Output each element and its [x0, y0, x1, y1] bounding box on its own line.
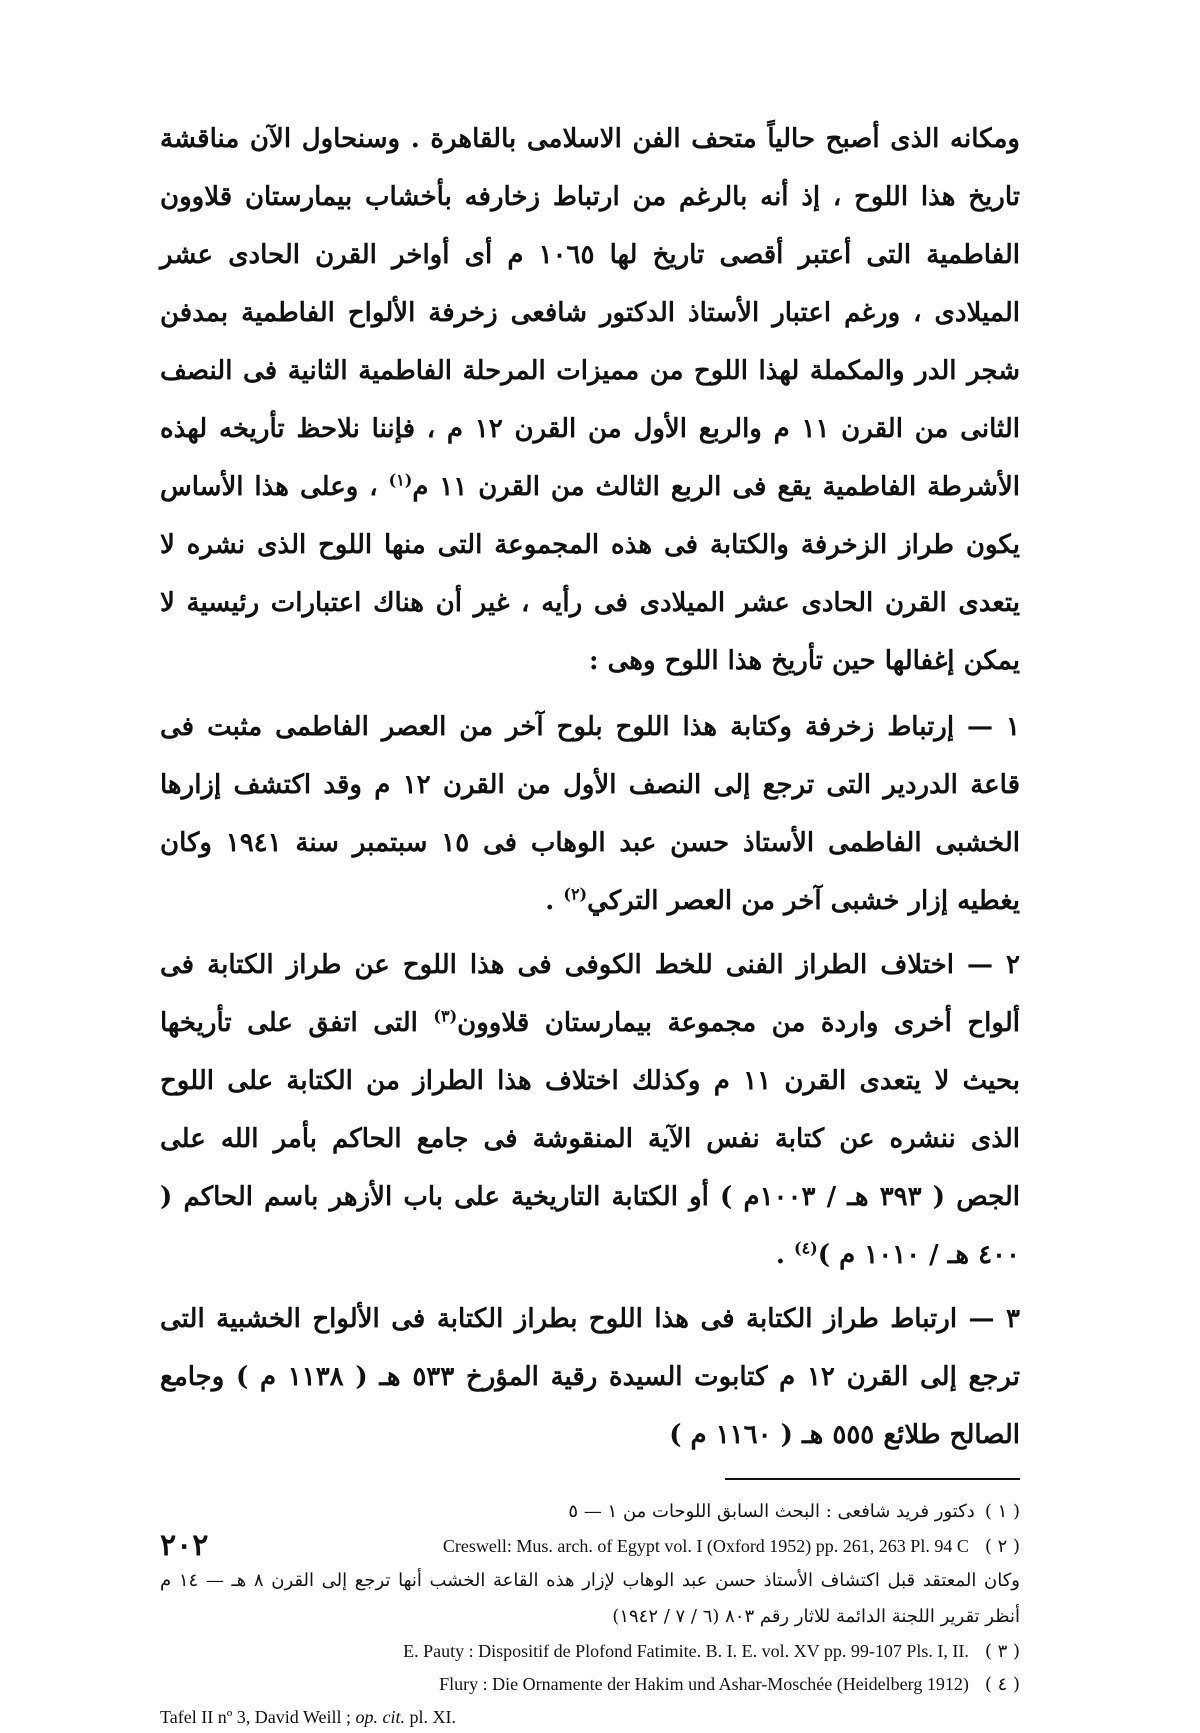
footnote-2-arabic: وكان المعتقد قبل اكتشاف الأستاذ حسن عبد الوهاب لإزار هذه القاعة الخشب أنها ترجع إلى القرن ٨ هـ — ١٤ م أنظر تقرير اللجنة الدائمة للاثار رقم ٨٠٣ (٦ / ٧ / ١٩٤٢): [160, 1570, 1020, 1627]
footnote-ref-3: (٣): [433, 1006, 458, 1026]
footnote-4-cont-b: pl. XI.: [405, 1707, 456, 1727]
footnote-ref-4: (٤): [793, 1238, 818, 1258]
footnote-separator: [725, 1478, 1020, 1480]
footnote-3: [160, 1635, 1020, 1668]
footnote-4-number: ( ٤ ): [984, 1674, 1020, 1695]
footnote-4-cont-wrap: [160, 1701, 456, 1733]
list-item-2-text: ٢ — اختلاف الطراز الفنى للخط الكوفى فى هذا اللوح عن طراز الكتابة فى ألواح أخرى واردة من مجموعة بيمارستان قلاوون: [160, 950, 1020, 1038]
footnote-2-number: ( ٢ ): [984, 1536, 1020, 1557]
list-item-2-middle: التى اتفق على تأريخها بحيث لا يتعدى القرن ١١ م وكذلك اختلاف هذا الطراز من الكتابة على اللوح الذى ننشره عن كتابة نفس الآية المنقوشة فى جامع الحاكم بأمر الله على الجص ( ٣٩٣ هـ / ١٠٠٣م ) أو الكتابة التاريخية على باب الأزهر باسم الحاكم ( ٤٠٠ هـ / ١٠١٠ م ): [160, 1008, 1021, 1270]
footnote-ref-2: (٢): [563, 884, 588, 904]
list-item-1-tail: .: [545, 886, 564, 916]
footnote-4-continuation: [160, 1701, 1020, 1733]
footnote-1-number: ( ١ ): [984, 1501, 1020, 1522]
footnote-4-text: Flury : Die Ornamente der Hakim und Ashar-Moschée (Heidelberg 1912): [439, 1674, 969, 1694]
footnote-ref-1: (١): [388, 470, 413, 490]
footnote-1: [160, 1494, 1020, 1530]
list-item-3: [160, 1290, 1020, 1464]
footnote-4-cont-italic: op. cit.: [355, 1707, 405, 1727]
list-item-1: [160, 698, 1020, 930]
paragraph-intro-end: ، وعلى هذا الأساس يكون طراز الزخرفة والكتابة فى هذه المجموعة التى منها اللوح الذى نشره لا يتعدى القرن الحادى عشر الميلادى فى رأيه ، غير أن هناك اعتبارات رئيسية لا يمكن إغفالها حين تأريخ هذا اللوح وهى :: [160, 472, 1020, 676]
book-page: [160, 110, 1021, 1727]
footnote-2-text: Creswell: Mus. arch. of Egypt vol. I (Oxford 1952) pp. 261, 263 Pl. 94 C: [442, 1536, 969, 1556]
footnote-2: [160, 1530, 1020, 1563]
footnote-1-text: دكتور فريد شافعى : البحث السابق اللوحات من ١ — ٥: [568, 1501, 975, 1522]
list-item-2-tail: .: [775, 1240, 794, 1270]
footnotes: [160, 1494, 1020, 1733]
footnote-4-cont-a: Tafel II nº 3, David Weill ;: [160, 1707, 356, 1727]
list-item-3-text: ٣ — ارتباط طراز الكتابة فى هذا اللوح بطراز الكتابة فى الألواح الخشبية التى ترجع إلى القرن ١٢ م كتابوت السيدة رقية المؤرخ ٥٣٣ هـ ( ١١٣٨ م ) وجامع الصالح طلائع ٥٥٥ هـ ( ١١٦٠ م ): [160, 1304, 1021, 1450]
list-item-1-text: ١ — إرتباط زخرفة وكتابة هذا اللوح بلوح آخر من العصر الفاطمى مثبت فى قاعة الدردير التى ترجع إلى النصف الأول من القرن ١٢ م وقد اكتشف إزارها الخشبى الفاطمى الأستاذ حسن عبد الوهاب فى ١٥ سبتمبر سنة ١٩٤١ وكان يغطيه إزار خشبى آخر من العصر التركي: [160, 712, 1021, 916]
paragraph-intro: [160, 110, 1020, 690]
footnote-4: [160, 1668, 1020, 1701]
footnote-3-text: E. Pauty : Dispositif de Plofond Fatimite. B. I. E. vol. XV pp. 99-107 Pls. I, II.: [403, 1641, 969, 1661]
footnote-3-number: ( ٣ ): [984, 1641, 1020, 1662]
list-item-2: [160, 936, 1020, 1284]
page-number: ٢٠٢: [160, 1528, 209, 1563]
paragraph-intro-text: ومكانه الذى أصبح حالياً متحف الفن الاسلامى بالقاهرة . وسنحاول الآن مناقشة تاريخ هذا اللوح ، إذ أنه بالرغم من ارتباط زخارفه بأخشاب بيمارستان قلاوون الفاطمية التى أعتبر أقصى تاريخ لها ١٠٦٥ م أى أواخر القرن الحادى عشر الميلادى ، ورغم اعتبار الأستاذ الدكتور شافعى زخرفة الألواح الفاطمية بمدفن شجر الدر والمكملة لهذا اللوح من مميزات المرحلة الفاطمية الثانية فى النصف الثانى من القرن ١١ م والربع الأول من القرن ١٢ م ، فإننا نلاحظ تأريخه لهذه الأشرطة الفاطمية يقع فى الربع الثالث من القرن ١١ م: [160, 124, 1020, 502]
main-text: [160, 110, 1020, 1464]
